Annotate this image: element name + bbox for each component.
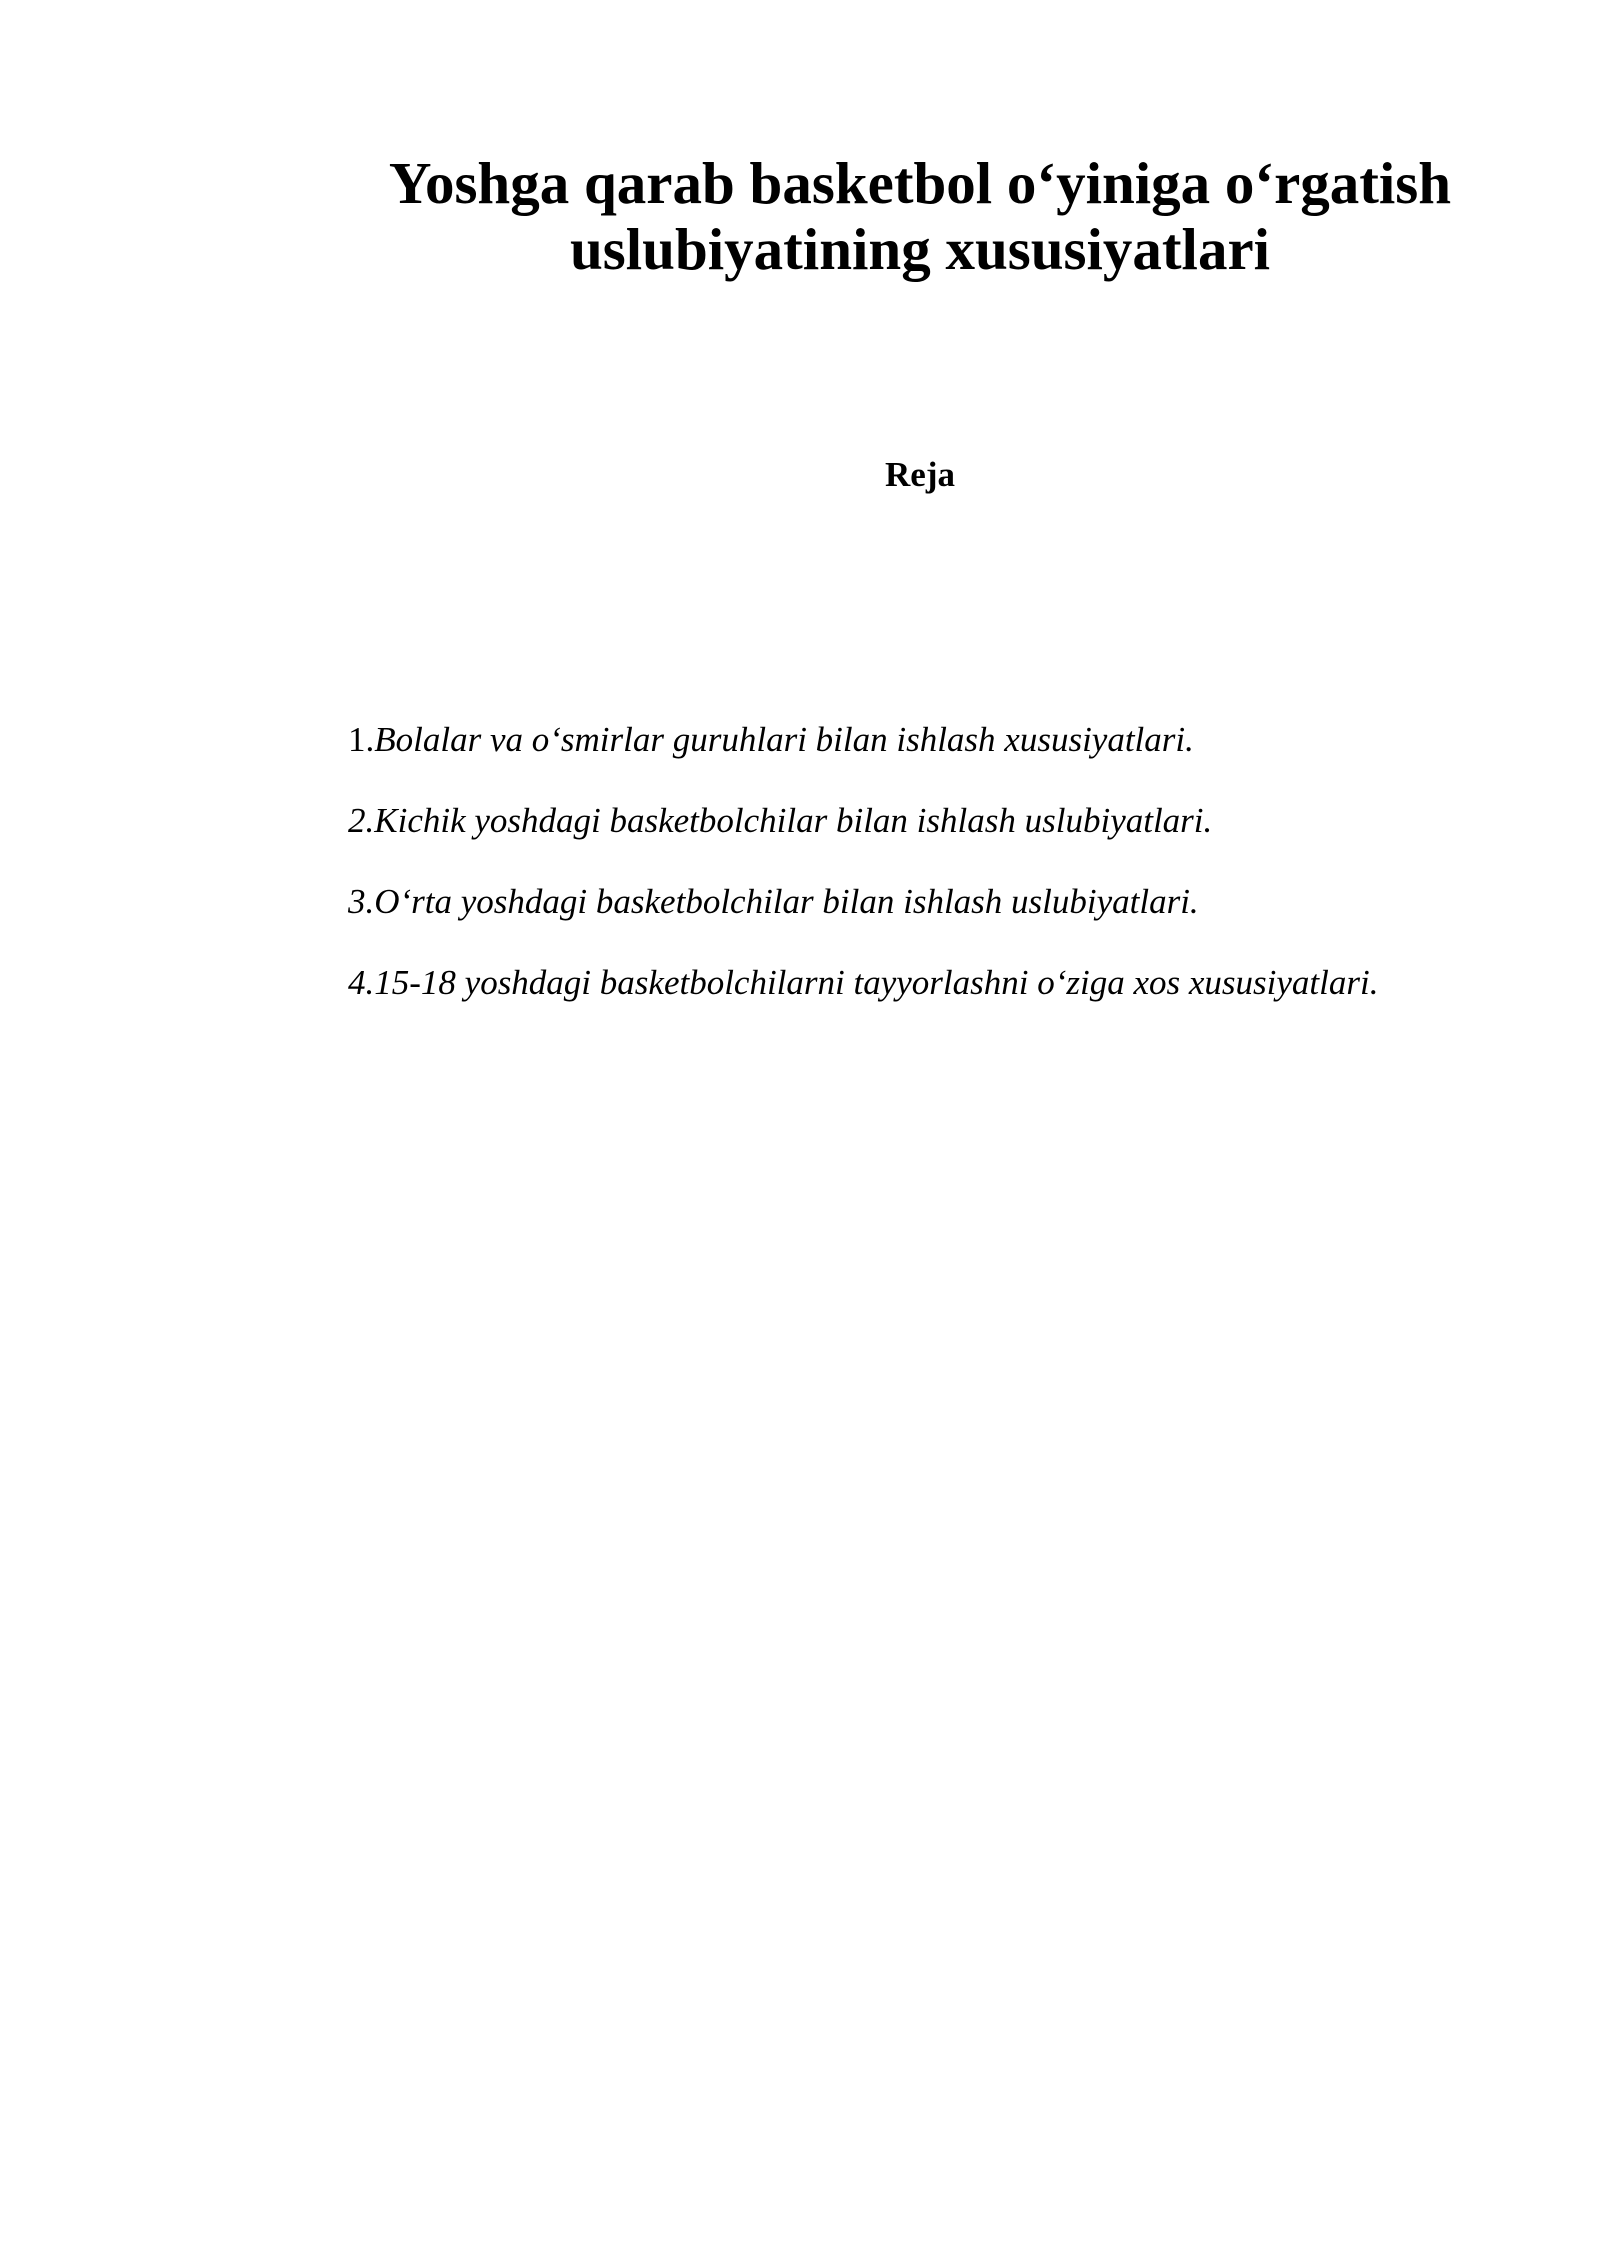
plan-item-number: 1. [348,720,375,759]
document-title [300,150,1540,282]
title-line-1: Yoshga qarab basketbol o‘yiniga o‘rgatish [388,150,1452,216]
plan-item-3 [348,880,1548,924]
plan-item-text: Bolalar va o‘smirlar guruhlari bilan ishlash xususiyatlari. [374,720,1194,759]
plan-item-text: Kichik yoshdagi basketbolchilar bilan ishlash uslubiyatlari. [374,801,1213,840]
title-line-2: uslubiyatining xususiyatlari [569,216,1271,282]
plan-item-number: 3. [348,882,375,921]
plan-item-1 [348,718,1548,762]
plan-item-4 [348,961,1548,1005]
plan-item-number: 2. [348,801,375,840]
plan-heading: Reja [885,455,955,494]
plan-item-2 [348,799,1548,843]
plan-list [348,718,1548,1042]
plan-item-number: 4. [348,963,375,1002]
plan-item-text: O‘rta yoshdagi basketbolchilar bilan ishlash uslubiyatlari. [374,882,1199,921]
plan-item-text: 15-18 yoshdagi basketbolchilarni tayyorlashni o‘ziga xos xususiyatlari. [374,963,1379,1002]
